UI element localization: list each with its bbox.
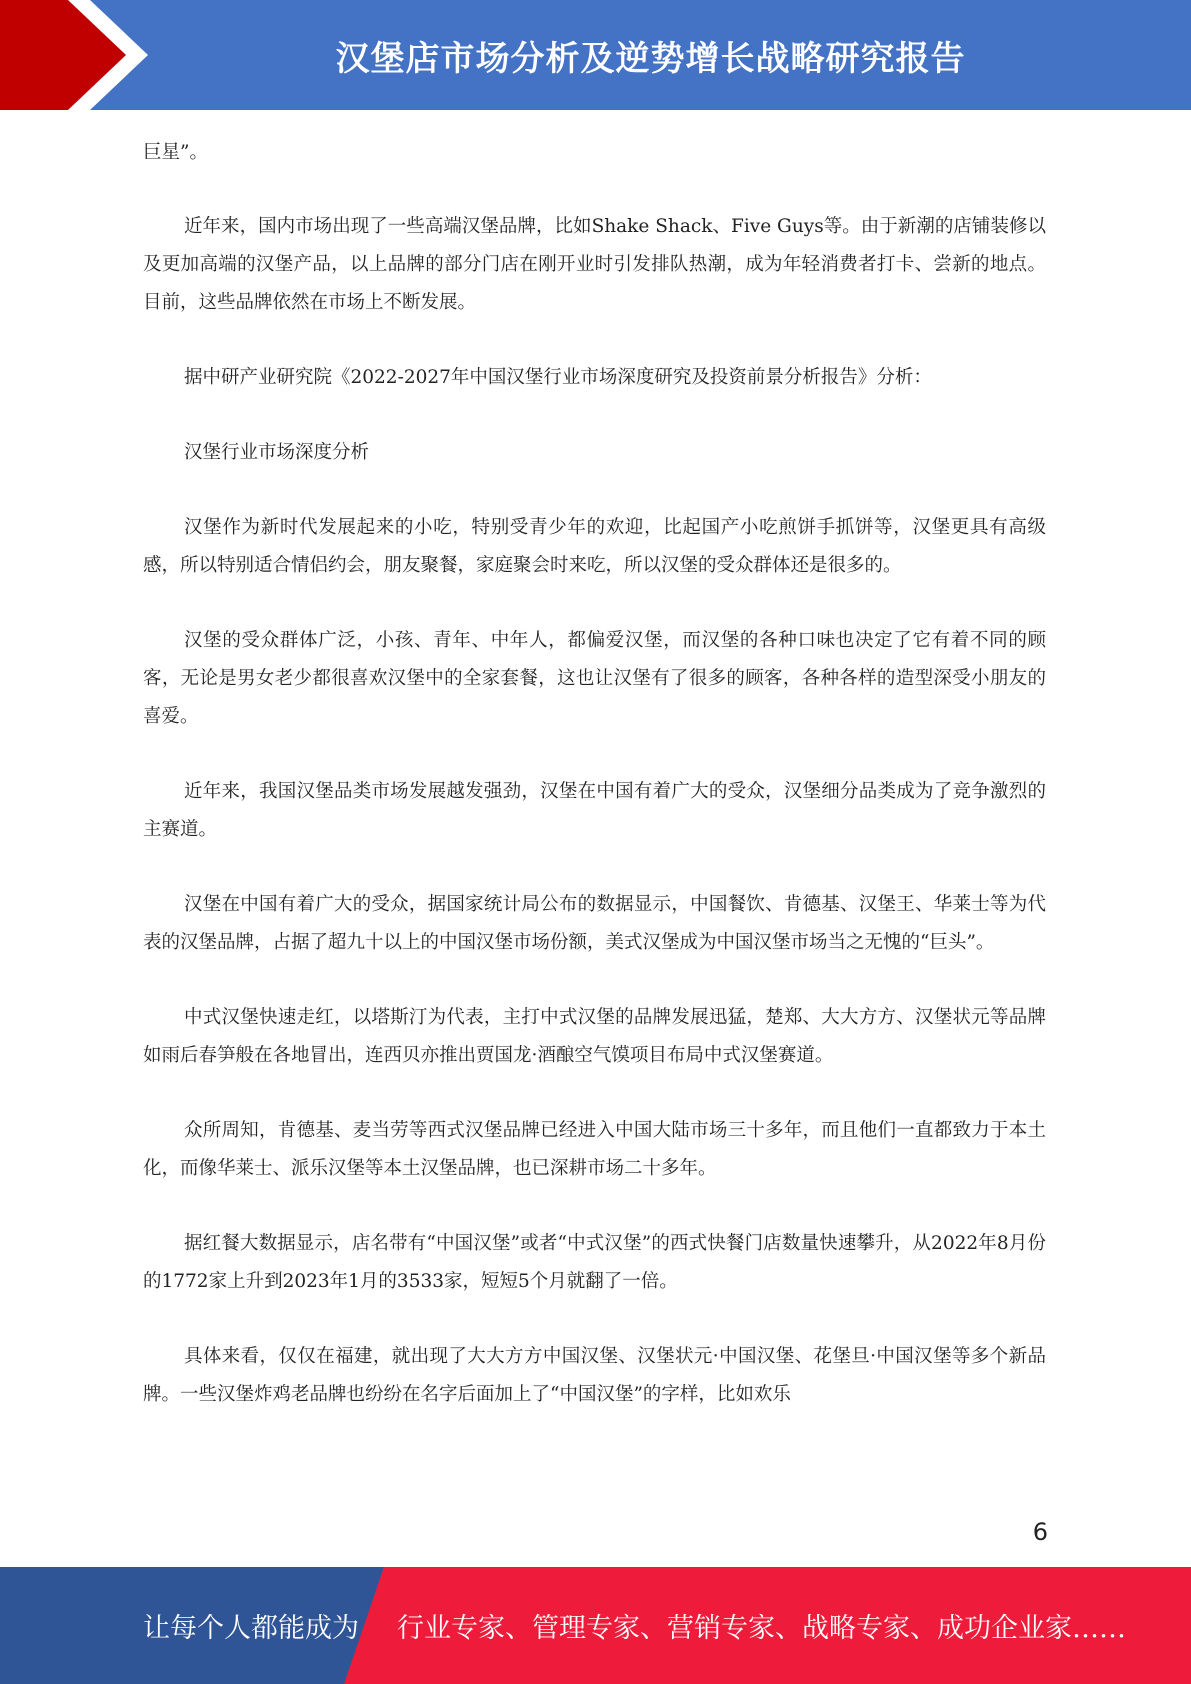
paragraph: 汉堡的受众群体广泛，小孩、青年、中年人，都偏爱汉堡，而汉堡的各种口味也决定了它有着不同的顾客，无论是男女老少都很喜欢汉堡中的全家套餐，这也让汉堡有了很多的顾客，各种各样的造型深受小朋友的喜爱。 [143, 630, 1046, 727]
paragraph: 巨星”。 [143, 142, 208, 163]
paragraph: 据红餐大数据显示，店名带有“中国汉堡”或者“中式汉堡”的西式快餐门店数量快速攀升，从2022年8月份的1772家上升到2023年1月的3533家，短短5个月就翻了一倍。 [143, 1233, 1046, 1292]
paragraph: 近年来，我国汉堡品类市场发展越发强劲，汉堡在中国有着广大的受众，汉堡细分品类成为了竞争激烈的主赛道。 [143, 781, 1046, 840]
paragraph: 众所周知，肯德基、麦当劳等西式汉堡品牌已经进入中国大陆市场三十多年，而且他们一直都致力于本土化，而像华莱士、派乐汉堡等本土汉堡品牌，也已深耕市场二十多年。 [143, 1120, 1046, 1179]
header-banner [0, 0, 1191, 110]
footer-slogan-left: 让每个人都能成为 [143, 1613, 359, 1644]
paragraph: 汉堡在中国有着广大的受众，据国家统计局公布的数据显示，中国餐饮、肯德基、汉堡王、华莱士等为代表的汉堡品牌，占据了超九十以上的中国汉堡市场份额，美式汉堡成为中国汉堡市场当之无愧的“巨头”。 [143, 894, 1046, 953]
paragraph: 汉堡作为新时代发展起来的小吃，特别受青少年的欢迎，比起国产小吃煎饼手抓饼等，汉堡更具有高级感，所以特别适合情侣约会，朋友聚餐，家庭聚会时来吃，所以汉堡的受众群体还是很多的。 [143, 517, 1046, 576]
paragraph: 具体来看，仅仅在福建，就出现了大大方方中国汉堡、汉堡状元·中国汉堡、花堡旦·中国汉堡等多个新品牌。一些汉堡炸鸡老品牌也纷纷在名字后面加上了“中国汉堡”的字样，比如欢乐 [143, 1346, 1046, 1405]
chevron-arrow-icon [0, 0, 160, 110]
footer-slogan-right: 行业专家、管理专家、营销专家、战略专家、成功企业家…… [397, 1613, 1126, 1644]
paragraph: 近年来，国内市场出现了一些高端汉堡品牌，比如Shake Shack、Five Guys等。由于新潮的店铺装修以及更加高端的汉堡产品，以上品牌的部分门店在刚开业时引发排队热潮，成为年轻消费者打卡、尝新的地点。目前，这些品牌依然在市场上不断发展。 [143, 216, 1046, 313]
page-number: 6 [1032, 1518, 1048, 1546]
paragraph: 据中研产业研究院《2022-2027年中国汉堡行业市场深度研究及投资前景分析报告》分析： [184, 367, 932, 388]
footer-banner [0, 1567, 1191, 1684]
report-title: 汉堡店市场分析及逆势增长战略研究报告 [335, 38, 966, 79]
section-heading: 汉堡行业市场深度分析 [184, 442, 370, 463]
document-body [143, 134, 1046, 1451]
paragraph: 中式汉堡快速走红，以塔斯汀为代表，主打中式汉堡的品牌发展迅猛，楚郑、大大方方、汉堡状元等品牌如雨后春笋般在各地冒出，连西贝亦推出贾国龙·酒酿空气馍项目布局中式汉堡赛道。 [143, 1007, 1046, 1066]
